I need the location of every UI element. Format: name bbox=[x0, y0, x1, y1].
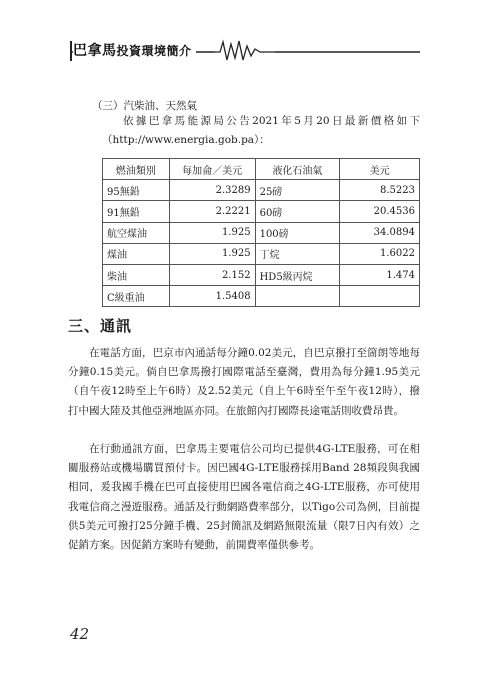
table-cell: 8.5223 bbox=[340, 180, 420, 201]
table-cell: C級重油 bbox=[103, 286, 170, 307]
table-header-cell: 每加侖／美元 bbox=[169, 159, 255, 180]
table-cell: 100磅 bbox=[255, 222, 340, 243]
table-header-cell: 燃油類別 bbox=[103, 159, 170, 180]
table-row bbox=[103, 286, 420, 307]
table-cell: 95無鉛 bbox=[103, 180, 170, 201]
table-cell: 柴油 bbox=[103, 264, 170, 285]
table-cell: 1.6022 bbox=[340, 243, 420, 264]
table-cell: HD5級丙烷 bbox=[255, 264, 340, 285]
telecom-section-heading: 三、通訊 bbox=[68, 317, 133, 335]
table-row bbox=[103, 201, 420, 222]
table-cell: 20.4536 bbox=[340, 201, 420, 222]
fuel-intro-paragraph: 依據巴拿馬能源局公告2021年5月20日最新價格如下（http://www.energia.gob.pa）： bbox=[102, 115, 420, 147]
telecom-phone-paragraph: 在電話方面，巴京市內通話每分鐘0.02美元，自巴京撥打至箇朗等地每分鐘0.15美元。倘自巴拿馬撥打國際電話至臺灣，費用為每分鐘1.95美元（自午夜12時至上午6時）及2.52美元（自上午6時至午至午夜12時），撥打中國大陸及其他亞洲地區亦同。在旅館內打國際長途電話則收費昂貴。 bbox=[68, 347, 420, 417]
page-number: 42 bbox=[70, 625, 90, 643]
table-cell: 航空煤油 bbox=[103, 222, 170, 243]
table-cell: 1.5408 bbox=[169, 286, 255, 307]
table-row bbox=[103, 222, 420, 243]
header-title-sub: 投資環境簡介 bbox=[116, 44, 192, 58]
table-cell: 丁烷 bbox=[255, 243, 340, 264]
table-cell bbox=[340, 286, 420, 307]
table-header-cell: 液化石油氣 bbox=[255, 159, 340, 180]
table-cell: 1.925 bbox=[169, 243, 255, 264]
table-row bbox=[103, 264, 420, 285]
table-cell: 25磅 bbox=[255, 180, 340, 201]
table-header-row bbox=[103, 159, 420, 180]
page-header bbox=[70, 38, 420, 64]
header-title bbox=[73, 40, 196, 60]
fuel-section-heading: （三）汽柴油、天然氣 bbox=[92, 100, 197, 112]
table-cell bbox=[255, 286, 340, 307]
table-header-cell: 美元 bbox=[340, 159, 420, 180]
table-cell: 2.2221 bbox=[169, 201, 255, 222]
table-cell: 91無鉛 bbox=[103, 201, 170, 222]
table-cell: 1.925 bbox=[169, 222, 255, 243]
table-cell: 煤油 bbox=[103, 243, 170, 264]
fuel-price-table bbox=[102, 158, 420, 307]
table-cell: 1.474 bbox=[340, 264, 420, 285]
table-cell: 2.152 bbox=[169, 264, 255, 285]
header-title-main: 巴拿馬 bbox=[73, 43, 117, 59]
telecom-mobile-paragraph: 在行動通訊方面，巴拿馬主要電信公司均已提供4G-LTE服務，可在相關服務站或機場購買預付卡。因巴國4G-LTE服務採用Band 28頻段與我國相同，爰我國手機在巴可直接使用巴國各電信商之4G-LTE服務，亦可使用我電信商之漫遊服務。通話及行動網路費率部分，以Tigo公司為例，目前提供5美元可撥打25分鐘手機、25封簡訊及網路無限流量（限7日內有效）之促銷方案。因促銷方案時有變動，前開費率僅供參考。 bbox=[68, 443, 420, 552]
table-cell: 2.3289 bbox=[169, 180, 255, 201]
table-cell: 60磅 bbox=[255, 201, 340, 222]
table-cell: 34.0894 bbox=[340, 222, 420, 243]
table-row bbox=[103, 180, 420, 201]
table-row bbox=[103, 243, 420, 264]
